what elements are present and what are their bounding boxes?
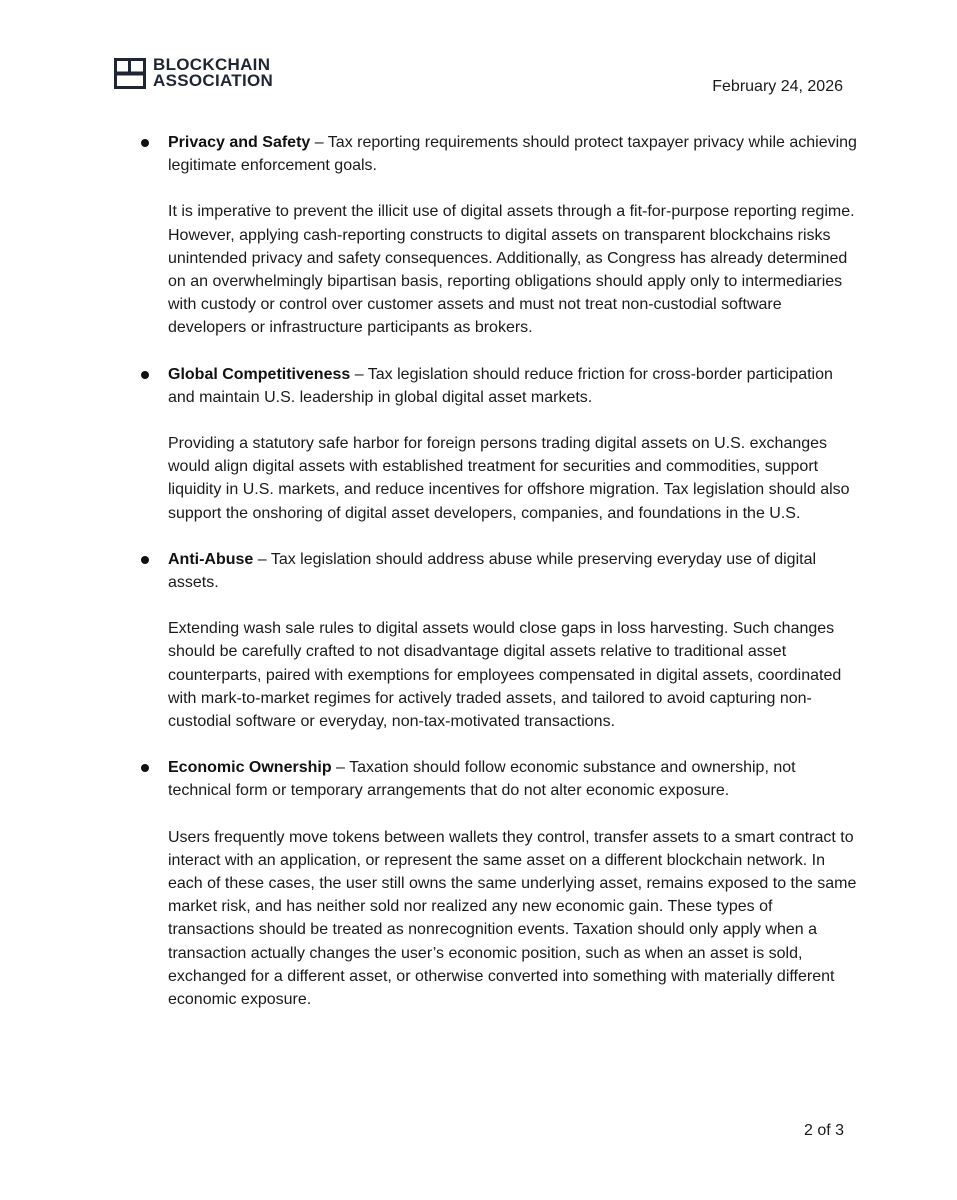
section-lead [168, 363, 858, 409]
section-separator: – [310, 134, 328, 151]
section-global-competitiveness [168, 363, 858, 525]
section-body: It is imperative to prevent the illicit use of digital assets through a fit-for-purpose reporting regime. However, applying cash-reporting constructs to digital assets on transparent blockchains risks unintended privacy and safety consequences. Additionally, as Congress has already determined on an overwhelmingly bipartisan basis, reporting obligations should apply only to intermediaries with custody or control over customer assets and must not treat non-custodial software developers or infrastructure participants as brokers. [168, 203, 855, 337]
organization-logo [114, 57, 273, 89]
logo-line-2: ASSOCIATION [153, 71, 274, 90]
section-summary: Taxation should follow economic substance and ownership, not technical form or temporary arrangements that do not alter economic exposure. [168, 759, 796, 800]
bullet-icon [141, 556, 149, 564]
section-summary: Tax legislation should reduce friction for cross-border participation and maintain U.S. leadership in global digital asset markets. [168, 365, 833, 406]
section-lead [168, 756, 858, 802]
bullet-icon [141, 139, 149, 147]
document-body [168, 131, 858, 1034]
section-title: Privacy and Safety [168, 134, 311, 151]
section-summary: Tax reporting requirements should protect taxpayer privacy while achieving legitimate enforcement goals. [168, 134, 857, 175]
logo-wordmark [153, 57, 273, 89]
section-title: Economic Ownership [168, 759, 332, 777]
section-anti-abuse [168, 548, 858, 733]
section-separator: – [331, 759, 350, 777]
section-lead [168, 131, 858, 177]
logo-line-1: BLOCKCHAIN [153, 55, 271, 74]
section-economic-ownership [168, 756, 858, 1011]
section-title: Anti-Abuse [168, 550, 254, 568]
logo-mark-icon [114, 58, 146, 89]
document-date: February 24, 2026 [712, 78, 843, 95]
page-number: 2 of 3 [803, 1122, 844, 1139]
section-lead [168, 548, 858, 594]
section-body: Providing a statutory safe harbor for foreign persons trading digital assets on U.S. exchanges would align digital assets with established treatment for securities and commodities, support liquidity in U.S. markets, and reduce incentives for offshore migration. Tax legislation should also support the onshoring of digital asset developers, companies, and foundations in the U.S. [168, 435, 850, 522]
bullet-icon [141, 764, 149, 772]
section-title: Global Competitiveness [168, 365, 351, 383]
section-body: Users frequently move tokens between wallets they control, transfer assets to a smart contract to interact with an application, or represent the same asset on a different blockchain network. In each of these cases, the user still owns the same underlying asset, remains exposed to the same market risk, and has neither sold nor realized any new economic gain. These types of transactions should be treated as nonrecognition events. Taxation should only apply when a transaction actually changes the user’s economic position, such as when an asset is sold, exchanged for a different asset, or otherwise converted into something with materially different economic exposure. [168, 828, 857, 1009]
section-summary: Tax legislation should address abuse while preserving everyday use of digital assets. [168, 550, 817, 592]
section-separator: – [253, 550, 271, 568]
section-body: Extending wash sale rules to digital assets would close gaps in loss harvesting. Such changes should be carefully crafted to not disadvantage digital assets relative to traditional asset counterparts, paired with exemptions for employees compensated in digital assets, coordinated with mark-to-market regimes for actively traded assets, and tailored to avoid capturing non-custodial software or everyday, non-tax-motivated transactions. [168, 620, 842, 731]
section-separator: – [350, 365, 368, 383]
section-privacy-and-safety [168, 131, 858, 340]
bullet-icon [141, 371, 149, 379]
